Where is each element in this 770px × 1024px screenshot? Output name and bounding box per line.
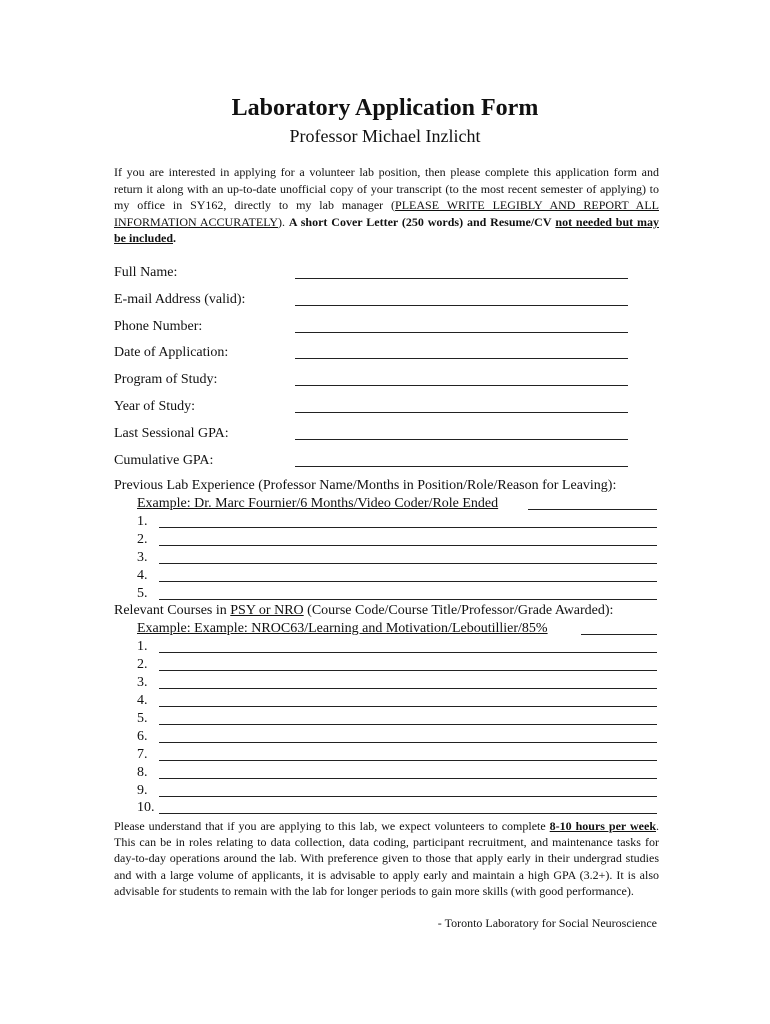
field-label: Cumulative GPA:	[114, 453, 214, 468]
cumulative-gpa-field	[114, 451, 634, 471]
lab-experience-row[interactable]	[137, 567, 657, 585]
page-title: Laboratory Application Form	[231, 95, 539, 121]
lab-experience-row[interactable]	[137, 549, 657, 567]
row-number: 5.	[137, 586, 148, 601]
field-label: Year of Study:	[114, 399, 196, 414]
entry-line[interactable]	[159, 760, 657, 761]
phone-input-line[interactable]	[295, 332, 628, 333]
legibility-note: PLEASE WRITE LEGIBLY AND REPORT ALL INFORMATION ACCURATELY	[114, 198, 659, 229]
course-row[interactable]	[137, 799, 657, 817]
example-underline	[581, 634, 657, 635]
row-number: 4.	[137, 693, 148, 708]
cover-letter-note: A short Cover Letter (250 words) and Resume/CV	[288, 214, 552, 229]
field-label: E-mail Address (valid):	[114, 292, 246, 307]
entry-line[interactable]	[159, 545, 657, 546]
courses-heading-pre: Relevant Courses in	[114, 603, 227, 618]
lab-experience-row[interactable]	[137, 531, 657, 549]
lab-signature: - Toronto Laboratory for Social Neuroscience	[437, 916, 657, 930]
lab-experience-example	[137, 495, 657, 513]
row-number: 10.	[137, 800, 155, 815]
entry-line[interactable]	[159, 527, 657, 528]
year-field	[114, 397, 634, 417]
lab-experience-heading: Previous Lab Experience (Professor Name/Months in Position/Role/Reason for Leaving):	[114, 478, 617, 493]
row-number: 2.	[137, 532, 148, 547]
entry-line[interactable]	[159, 724, 657, 725]
course-row[interactable]	[137, 764, 657, 782]
courses-heading-dept: PSY or NRO	[230, 603, 304, 618]
row-number: 1.	[137, 514, 148, 529]
entry-line[interactable]	[159, 581, 657, 582]
field-label: Phone Number:	[114, 319, 203, 334]
email-field	[114, 290, 634, 310]
closing-paragraph	[114, 818, 659, 899]
course-row[interactable]	[137, 746, 657, 764]
courses-heading	[114, 602, 674, 620]
row-number: 7.	[137, 747, 148, 762]
lab-experience-row[interactable]	[137, 585, 657, 603]
intro-paragraph	[114, 164, 659, 247]
course-row[interactable]	[137, 656, 657, 674]
field-label: Last Sessional GPA:	[114, 426, 229, 441]
intro-end: .	[173, 231, 177, 245]
courses-heading-post: (Course Code/Course Title/Professor/Grade Awarded):	[307, 603, 614, 618]
intro-text-2: ).	[278, 214, 286, 229]
full-name-input-line[interactable]	[295, 278, 628, 279]
year-input-line[interactable]	[295, 412, 628, 413]
lab-experience-row[interactable]	[137, 513, 657, 531]
optional-note: not needed but may be included	[114, 214, 660, 245]
row-number: 3.	[137, 550, 148, 565]
course-row[interactable]	[137, 728, 657, 746]
email-input-line[interactable]	[295, 305, 628, 306]
sessional-gpa-field	[114, 424, 634, 444]
entry-line[interactable]	[159, 599, 657, 600]
phone-field	[114, 317, 634, 337]
intro-text: If you are interested in applying for a volunteer lab position, then please complete this application form and return it along with an up-to-date unofficial copy of your transcript (to the most recent semester of applying) to my office in SY162, directly to my lab manager (	[114, 165, 659, 212]
course-row[interactable]	[137, 638, 657, 656]
entry-line[interactable]	[159, 563, 657, 564]
full-name-field	[114, 263, 634, 283]
closing-text-2: . This can be in roles relating to data collection, data coding, participant recruitment, and maintenance tasks for day-to-day operations around the lab. With preference given to those that apply early in their undergrad studies and with a large volume of applicants, it is advisable to apply early and maintain a high GPA (3.2+). It is also advisable for students to remain with the lab for longer periods to gain more skills (with good performance).	[114, 819, 660, 898]
cumulative-gpa-input-line[interactable]	[295, 466, 628, 467]
example-underline	[528, 509, 657, 510]
courses-example	[137, 620, 657, 638]
sessional-gpa-input-line[interactable]	[295, 439, 628, 440]
date-field	[114, 343, 634, 363]
row-number: 8.	[137, 765, 148, 780]
example-text: Example: Dr. Marc Fournier/6 Months/Video Coder/Role Ended	[137, 496, 499, 511]
field-label: Date of Application:	[114, 345, 229, 360]
field-label: Program of Study:	[114, 372, 218, 387]
entry-line[interactable]	[159, 652, 657, 653]
entry-line[interactable]	[159, 813, 657, 814]
course-row[interactable]	[137, 674, 657, 692]
row-number: 9.	[137, 783, 148, 798]
entry-line[interactable]	[159, 778, 657, 779]
row-number: 4.	[137, 568, 148, 583]
hours-requirement: 8-10 hours per week	[549, 819, 657, 833]
entry-line[interactable]	[159, 742, 657, 743]
program-input-line[interactable]	[295, 385, 628, 386]
field-label: Full Name:	[114, 265, 178, 280]
professor-name: Professor Michael Inzlicht	[289, 126, 481, 146]
row-number: 2.	[137, 657, 148, 672]
entry-line[interactable]	[159, 706, 657, 707]
course-row[interactable]	[137, 782, 657, 800]
program-field	[114, 370, 634, 390]
entry-line[interactable]	[159, 670, 657, 671]
row-number: 5.	[137, 711, 148, 726]
row-number: 1.	[137, 639, 148, 654]
entry-line[interactable]	[159, 688, 657, 689]
date-input-line[interactable]	[295, 358, 628, 359]
row-number: 3.	[137, 675, 148, 690]
course-row[interactable]	[137, 710, 657, 728]
row-number: 6.	[137, 729, 148, 744]
example-text: Example: Example: NROC63/Learning and Motivation/Leboutillier/85%	[137, 621, 548, 636]
entry-line[interactable]	[159, 796, 657, 797]
course-row[interactable]	[137, 692, 657, 710]
closing-text: Please understand that if you are applying to this lab, we expect volunteers to complete	[114, 819, 546, 833]
